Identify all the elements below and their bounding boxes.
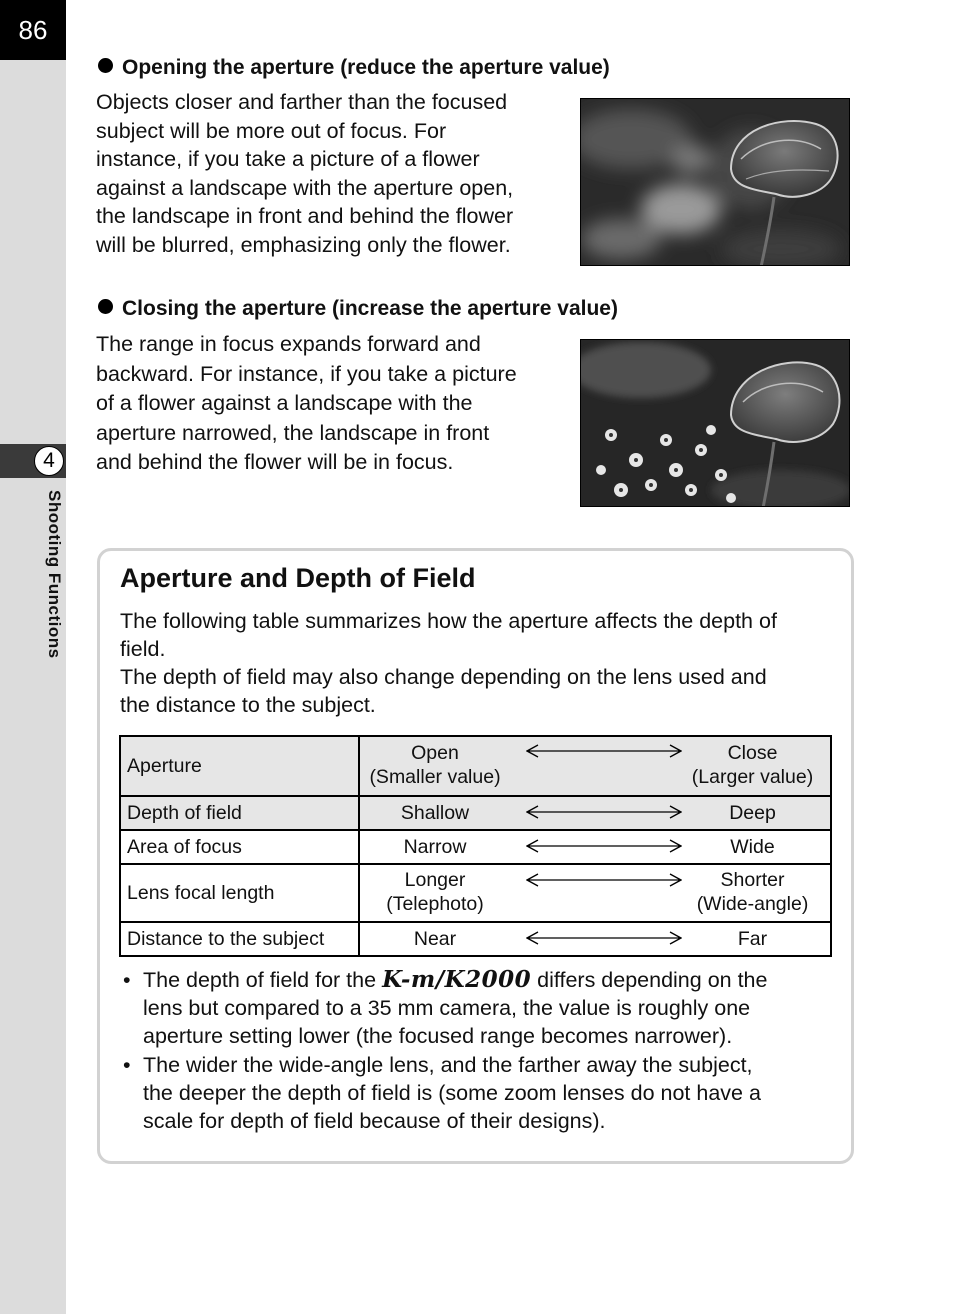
chapter-number: 4	[34, 446, 64, 476]
table-row	[120, 864, 831, 922]
bullet-icon	[98, 299, 113, 314]
page-number: 86	[0, 0, 66, 60]
right-value: Close (Larger value)	[691, 742, 814, 788]
row-values	[359, 736, 831, 796]
bullet-icon	[98, 58, 113, 73]
double-arrow-icon	[526, 744, 682, 758]
notes-list	[120, 966, 835, 1136]
table-row	[120, 830, 831, 864]
section-open-heading: Opening the aperture (reduce the aperture value)	[98, 56, 610, 80]
section-close-heading: Closing the aperture (increase the aperture value)	[98, 297, 618, 321]
double-arrow-icon	[526, 931, 682, 945]
bullet-icon: •	[123, 968, 131, 992]
photo-closed-aperture	[580, 339, 850, 507]
left-value: Longer (Telephoto)	[386, 869, 484, 915]
right-value: Far	[737, 928, 768, 950]
chapter-title: Shooting Functions	[45, 490, 64, 659]
row-values	[359, 922, 831, 956]
section-close-text: The range in focus expands forward and backward. For instance, if you take a picture of a flower against a landscape with the aperture narrowed, the landscape in front and behind the flower will be in focus.	[96, 332, 517, 474]
right-value: Wide	[730, 836, 775, 858]
row-label: Lens focal length	[120, 864, 359, 922]
depth-of-field-table	[119, 735, 832, 957]
note-item: • The depth of field for the K-m/K2000 differs depending on the lens but compared to a 35 mm camera, the value is roughly one aperture setting lower (the focused range becomes narrower).	[123, 966, 768, 1048]
bullet-icon: •	[123, 1053, 131, 1077]
row-values	[359, 830, 831, 864]
row-label: Depth of field	[120, 796, 359, 830]
row-label: Distance to the subject	[120, 922, 359, 956]
table-row	[120, 736, 831, 796]
photo-open-aperture	[580, 98, 850, 266]
left-value: Open (Smaller value)	[369, 742, 501, 788]
camera-brand-logo: K-m/K2000	[382, 966, 532, 993]
row-label: Aperture	[120, 736, 359, 796]
note-item: • The wider the wide-angle lens, and the farther away the subject, the deeper the depth of field is (some zoom lenses do not have a scale for depth of field because of their designs).	[123, 1053, 761, 1133]
left-value: Narrow	[403, 836, 467, 858]
box-paragraph-2: The depth of field may also change depending on the lens used and the distance to the subject.	[120, 665, 767, 717]
box-title: Aperture and Depth of Field	[120, 563, 476, 593]
double-arrow-icon	[526, 839, 682, 853]
right-value: Shorter (Wide-angle)	[696, 869, 809, 915]
section-open-text: Objects closer and farther than the focused subject will be more out of focus. For instance, if you take a picture of a flower against a landscape with the aperture open, the landscape in front and behind the flower will be blurred, emphasizing only the flower.	[96, 90, 514, 257]
row-label: Area of focus	[120, 830, 359, 864]
box-paragraph-1: The following table summarizes how the aperture affects the depth of field.	[120, 609, 777, 661]
left-value: Shallow	[400, 802, 470, 824]
left-value: Near	[413, 928, 457, 950]
row-values	[359, 864, 831, 922]
right-value: Deep	[729, 802, 776, 824]
table-row	[120, 922, 831, 956]
table-row	[120, 796, 831, 830]
double-arrow-icon	[526, 873, 682, 887]
double-arrow-icon	[526, 805, 682, 819]
row-values	[359, 796, 831, 830]
